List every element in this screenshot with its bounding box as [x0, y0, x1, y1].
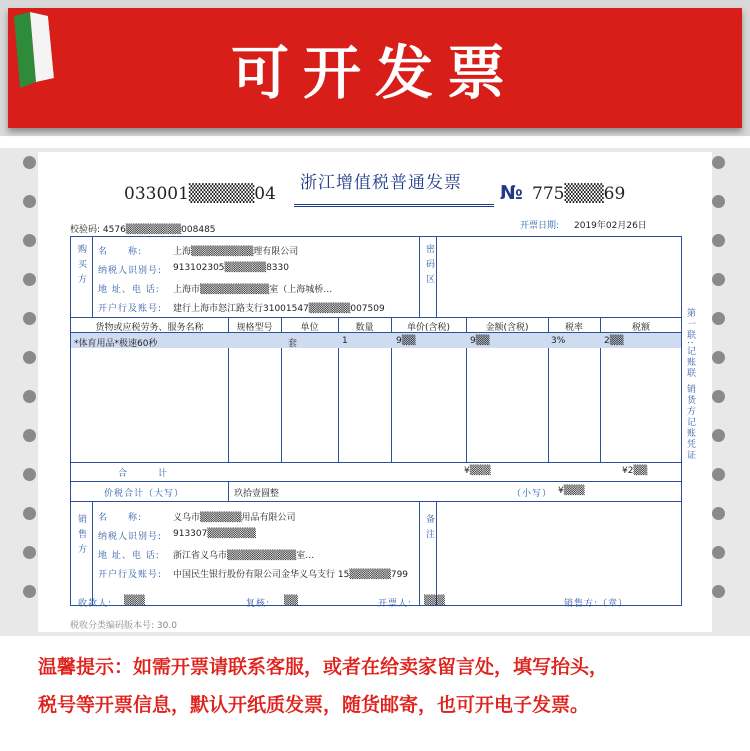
item-qty: 1	[342, 336, 348, 346]
item-tax: 2▒▒	[604, 336, 624, 346]
title-underline	[294, 204, 494, 207]
buyer-tax: 913102305▒▒▒▒▒▒8330	[173, 263, 289, 273]
seller-bank: 中国民生银行股份有限公司金华义乌支行 15▒▒▒▒▒▒799	[173, 570, 409, 580]
buyer-bank: 建行上海市怒江路支行31001547▒▒▒▒▒▒007509	[173, 304, 385, 314]
seller-addr-label: 地 址、电 话:	[98, 551, 160, 561]
warm-tip-note	[38, 648, 718, 724]
grand-total-lower: ¥▒▒▒	[558, 486, 585, 496]
col-header-amount: 金额(含税)	[485, 323, 529, 333]
buyer-name-label: 名 称:	[98, 247, 143, 257]
invoice-paper	[38, 152, 712, 632]
payee: ▒▒▒	[124, 596, 145, 606]
grand-total-lower-label: （小写）	[512, 489, 553, 499]
check-code: 校验码: 4576▒▒▒▒▒▒▒▒008485	[70, 225, 216, 235]
buyer-addr-label: 地 址、电 话:	[98, 285, 160, 295]
invoice-number: 775▒▒▒69	[532, 184, 626, 204]
invoice-frame	[70, 236, 682, 606]
invoice-area	[0, 148, 750, 636]
total-amount: ¥▒▒▒	[464, 466, 491, 476]
invoice-code: 033001▒▒▒▒▒04	[124, 184, 276, 204]
warm-tip-line-1: 温馨提示：如需开票请联系客服，或者在给卖家留言处，填写抬头，	[38, 656, 609, 678]
col-header-price: 单价(含税)	[406, 323, 451, 333]
payee-label: 收款人:	[78, 599, 113, 609]
issue-date: 2019年02月26日	[574, 221, 647, 231]
item-price: 9▒▒	[396, 336, 416, 346]
seller-seal-label: 销售方:（章）	[564, 599, 629, 609]
col-header-unit: 单位	[300, 323, 319, 333]
banner-title: 可开发票	[230, 39, 519, 107]
cipher-area-label: 密码区	[424, 244, 434, 289]
table-row-selected	[71, 333, 681, 348]
remark-label: 备注	[424, 514, 434, 544]
total-label: 合 计	[118, 469, 169, 479]
buyer-bank-label: 开户行及账号:	[98, 304, 163, 314]
version-note: 税收分类编码版本号: 30.0	[70, 621, 177, 631]
item-amount: 9▒▒	[470, 336, 490, 346]
seller-tax-label: 纳税人识别号:	[98, 532, 163, 542]
col-header-qty: 数量	[355, 323, 374, 333]
seller-tax: 913307▒▒▒▒▒▒▒	[173, 529, 256, 539]
seller-section-label: 销售方	[76, 514, 86, 559]
right-margin-note: 第一联:记账联 销货方记账凭证	[685, 308, 695, 461]
buyer-tax-label: 纳税人识别号:	[98, 266, 163, 276]
drawer-label: 开票人:	[378, 599, 413, 609]
drawer: ▒▒▒	[424, 596, 445, 606]
seller-name: 义乌市▒▒▒▒▒▒用品有限公司	[173, 513, 296, 523]
issue-date-label: 开票日期:	[520, 221, 560, 231]
buyer-section-label: 购买方	[76, 244, 86, 289]
grand-total-upper: 玖拾壹圆整	[234, 489, 280, 499]
col-header-rate: 税率	[564, 323, 583, 333]
invoice-title: 浙江增值税普通发票	[300, 173, 462, 193]
warm-tip-line-2: 税号等开票信息，默认开纸质发票，随货邮寄，也可开电子发票。	[38, 694, 590, 716]
col-header-tax: 税额	[631, 323, 650, 333]
buyer-name: 上海▒▒▒▒▒▒▒▒▒理有限公司	[173, 247, 299, 257]
grand-total-label: 价税合计（大写）	[104, 489, 185, 499]
total-tax: ¥2▒▒	[622, 466, 648, 476]
seller-bank-label: 开户行及账号:	[98, 570, 163, 580]
item-unit: 套	[288, 339, 298, 349]
seller-addr: 浙江省义乌市▒▒▒▒▒▒▒▒▒▒室…	[173, 551, 315, 561]
seller-name-label: 名 称:	[98, 513, 143, 523]
reviewer: ▒▒	[284, 596, 298, 606]
buyer-addr: 上海市▒▒▒▒▒▒▒▒▒▒室（上海城桥…	[173, 285, 333, 295]
item-rate: 3%	[551, 336, 566, 346]
item-name: *体育用品*极速60秒	[74, 339, 158, 349]
number-symbol: №	[500, 182, 523, 204]
col-header-name: 货物或应税劳务、服务名称	[95, 323, 204, 333]
reviewer-label: 复核:	[246, 599, 271, 609]
col-header-spec: 规格型号	[236, 323, 273, 333]
